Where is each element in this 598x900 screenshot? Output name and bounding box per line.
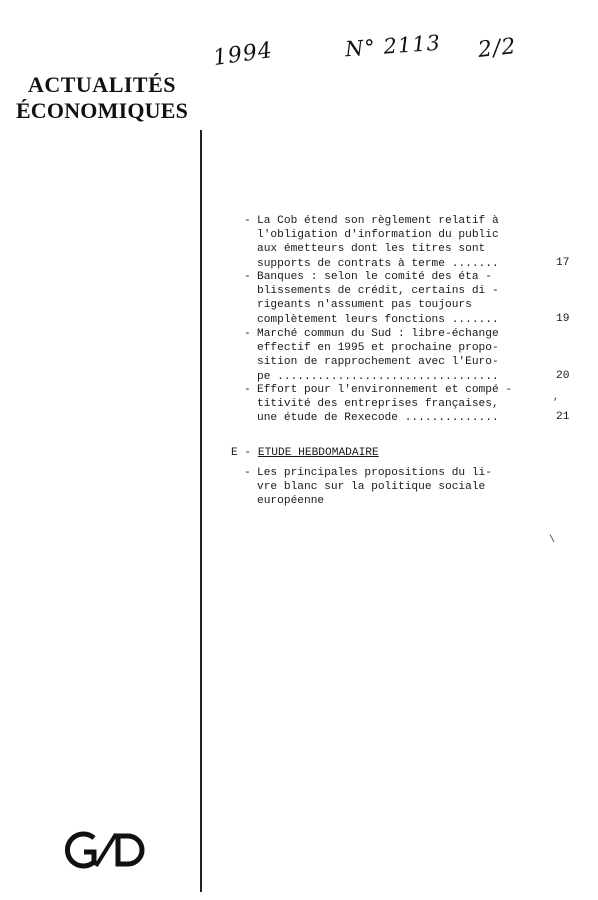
section-title: ETUDE HEBDOMADAIRE xyxy=(257,447,379,459)
entry-page-number: 21 xyxy=(556,411,570,424)
entry-dash: - xyxy=(244,328,251,340)
entry-line: vre blanc sur la politique sociale xyxy=(257,481,486,494)
entry-page-number: 17 xyxy=(556,256,570,269)
entry-line: européenne xyxy=(257,495,325,508)
stray-mark: , xyxy=(553,392,560,403)
entry-line: complètement leurs fonctions ....... xyxy=(257,313,499,326)
entry-dash: - xyxy=(244,384,251,396)
section-e xyxy=(231,447,379,459)
entry-line: La Cob étend son règlement relatif à xyxy=(257,215,499,227)
entry-line: Effort pour l'environnement et compé - xyxy=(257,384,513,396)
gd-logo-icon xyxy=(60,830,152,870)
entry-page-number: 19 xyxy=(556,312,570,325)
masthead-line-1: ACTUALITÉS xyxy=(27,72,177,97)
entry-line: effectif en 1995 et prochaine propo- xyxy=(257,342,499,355)
entry-line: blissements de crédit, certains di - xyxy=(257,285,499,298)
entry-dash: - xyxy=(244,467,251,479)
entry-dash: - xyxy=(244,215,251,227)
entry-page-number: 20 xyxy=(556,369,570,382)
entry-dash: - xyxy=(244,271,251,283)
entry-line: supports de contrats à terme ....... xyxy=(257,257,499,270)
entry-line: rigeants n'assument pas toujours xyxy=(257,299,472,312)
entry-line: Marché commun du Sud : libre-échange xyxy=(257,328,499,340)
entry-line: Banques : selon le comité des éta - xyxy=(257,271,492,283)
entry-line: l'obligation d'information du public xyxy=(257,229,499,242)
vertical-divider xyxy=(200,130,202,892)
entry-line: titivité des entreprises françaises, xyxy=(257,398,499,411)
entry-line: pe ................................. xyxy=(257,370,499,383)
entry-line: aux émetteurs dont les titres sont xyxy=(257,243,486,256)
handwritten-issue-number: N° 2113 xyxy=(344,30,442,62)
handwritten-year: 1994 xyxy=(211,37,275,72)
masthead-line-2: ÉCONOMIQUES xyxy=(15,98,189,123)
entry-line: Les principales propositions du li- xyxy=(257,467,492,479)
section-letter: E - xyxy=(231,447,252,459)
stray-mark: \ xyxy=(549,535,556,546)
entry-line: sition de rapprochement avec l'Euro- xyxy=(257,356,499,369)
handwritten-page-fraction: 2/2 xyxy=(476,34,518,63)
entry-line: une étude de Rexecode .............. xyxy=(257,412,499,425)
masthead xyxy=(12,72,192,124)
